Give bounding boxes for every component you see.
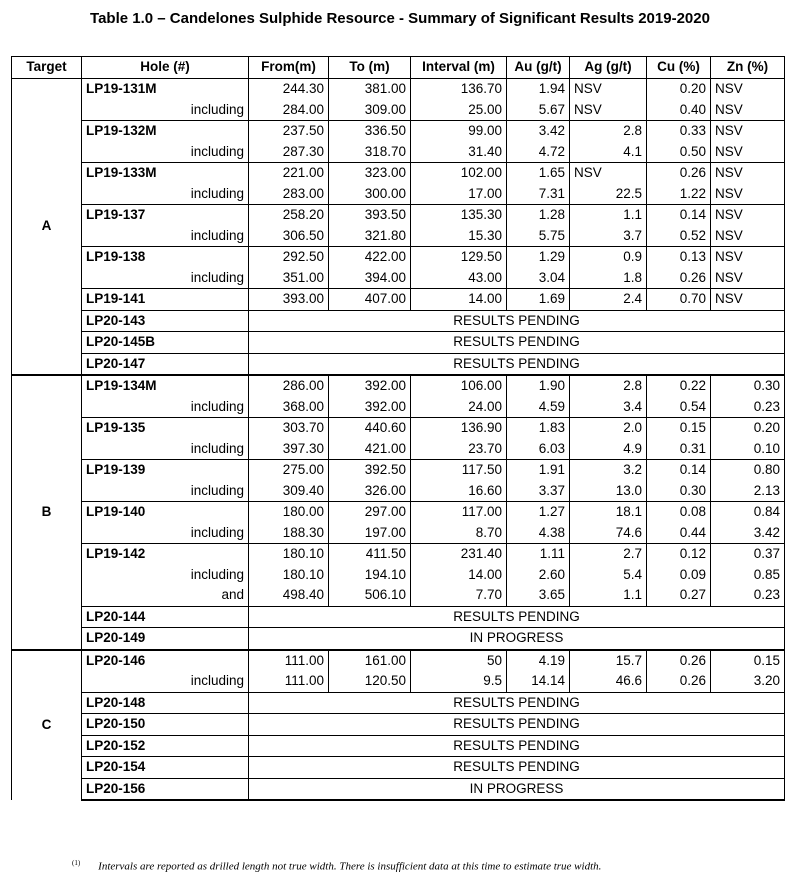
table-row <box>12 375 785 397</box>
zn-cell: 0.23 <box>711 585 785 606</box>
table-row <box>12 310 785 332</box>
target-cell: A <box>12 79 82 376</box>
au-cell: 1.83 <box>507 418 570 439</box>
zn-cell: NSV <box>711 121 785 142</box>
au-cell: 1.27 <box>507 502 570 523</box>
table-row <box>12 184 785 205</box>
cu-cell: 0.40 <box>647 100 711 121</box>
hole-cell: LP19-137 <box>82 205 249 226</box>
target-cell: C <box>12 650 82 801</box>
ag-cell: 3.4 <box>570 397 647 418</box>
zn-cell: 0.10 <box>711 439 785 460</box>
sub-interval-label: including <box>82 100 249 121</box>
status-cell: RESULTS PENDING <box>249 310 785 332</box>
zn-cell: 0.37 <box>711 544 785 565</box>
table-row <box>12 205 785 226</box>
cu-cell: 0.52 <box>647 226 711 247</box>
ag-cell: NSV <box>570 79 647 100</box>
zn-cell: 3.20 <box>711 671 785 692</box>
footnote-text: Intervals are reported as drilled length not true width. There is insufficient data at this time to estimate true width. <box>98 860 602 873</box>
table-row <box>12 397 785 418</box>
ag-cell: NSV <box>570 163 647 184</box>
sub-interval-label: including <box>82 142 249 163</box>
from-cell: 306.50 <box>249 226 329 247</box>
interval-cell: 135.30 <box>411 205 507 226</box>
cu-cell: 0.12 <box>647 544 711 565</box>
au-cell: 1.28 <box>507 205 570 226</box>
hole-cell: LP19-142 <box>82 544 249 565</box>
hole-cell: LP20-152 <box>82 735 249 757</box>
hole-cell: LP20-145B <box>82 332 249 354</box>
from-cell: 287.30 <box>249 142 329 163</box>
table-row <box>12 226 785 247</box>
interval-cell: 7.70 <box>411 585 507 606</box>
from-cell: 309.40 <box>249 481 329 502</box>
cu-cell: 0.14 <box>647 205 711 226</box>
interval-cell: 99.00 <box>411 121 507 142</box>
to-cell: 300.00 <box>329 184 411 205</box>
hole-cell: LP20-154 <box>82 757 249 779</box>
table-row <box>12 628 785 650</box>
au-cell: 2.60 <box>507 565 570 586</box>
zn-cell: 0.80 <box>711 460 785 481</box>
cu-cell: 0.08 <box>647 502 711 523</box>
table-title: Table 1.0 – Candelones Sulphide Resource - Summary of Significant Results 2019-2020 <box>90 10 710 27</box>
ag-cell: 3.2 <box>570 460 647 481</box>
header-row <box>12 57 785 79</box>
footnote-marker: (1) <box>72 859 81 867</box>
hole-cell: LP19-141 <box>82 289 249 311</box>
from-cell: 111.00 <box>249 650 329 672</box>
ag-cell: 0.9 <box>570 247 647 268</box>
zn-cell: 0.85 <box>711 565 785 586</box>
zn-cell: 0.15 <box>711 650 785 672</box>
to-cell: 120.50 <box>329 671 411 692</box>
table-row <box>12 332 785 354</box>
status-cell: IN PROGRESS <box>249 628 785 650</box>
table-row <box>12 353 785 375</box>
au-cell: 4.72 <box>507 142 570 163</box>
from-cell: 244.30 <box>249 79 329 100</box>
sub-interval-label: including <box>82 481 249 502</box>
interval-cell: 14.00 <box>411 565 507 586</box>
interval-cell: 25.00 <box>411 100 507 121</box>
hole-cell: LP19-138 <box>82 247 249 268</box>
to-cell: 392.00 <box>329 375 411 397</box>
au-cell: 1.90 <box>507 375 570 397</box>
interval-cell: 106.00 <box>411 375 507 397</box>
cu-cell: 0.54 <box>647 397 711 418</box>
hole-cell: LP19-134M <box>82 375 249 397</box>
sub-interval-label: including <box>82 565 249 586</box>
interval-cell: 43.00 <box>411 268 507 289</box>
status-cell: RESULTS PENDING <box>249 332 785 354</box>
header-zn: Zn (%) <box>711 57 785 79</box>
from-cell: 498.40 <box>249 585 329 606</box>
target-cell: B <box>12 375 82 650</box>
zn-cell: NSV <box>711 205 785 226</box>
interval-cell: 136.70 <box>411 79 507 100</box>
zn-cell: 3.42 <box>711 523 785 544</box>
to-cell: 336.50 <box>329 121 411 142</box>
table-row <box>12 671 785 692</box>
zn-cell: NSV <box>711 79 785 100</box>
status-cell: IN PROGRESS <box>249 778 785 800</box>
ag-cell: 2.0 <box>570 418 647 439</box>
from-cell: 283.00 <box>249 184 329 205</box>
au-cell: 1.29 <box>507 247 570 268</box>
au-cell: 4.38 <box>507 523 570 544</box>
cu-cell: 0.31 <box>647 439 711 460</box>
results-table <box>11 56 785 801</box>
table-row <box>12 418 785 439</box>
cu-cell: 0.33 <box>647 121 711 142</box>
cu-cell: 0.30 <box>647 481 711 502</box>
cu-cell: 0.20 <box>647 79 711 100</box>
table-row <box>12 142 785 163</box>
ag-cell: 4.9 <box>570 439 647 460</box>
status-cell: RESULTS PENDING <box>249 353 785 375</box>
au-cell: 1.65 <box>507 163 570 184</box>
table-row <box>12 247 785 268</box>
table-row <box>12 565 785 586</box>
table-row <box>12 544 785 565</box>
au-cell: 1.91 <box>507 460 570 481</box>
header-from: From(m) <box>249 57 329 79</box>
table-row <box>12 289 785 311</box>
hole-cell: LP19-131M <box>82 79 249 100</box>
zn-cell: 0.84 <box>711 502 785 523</box>
table-row <box>12 692 785 714</box>
hole-cell: LP19-133M <box>82 163 249 184</box>
au-cell: 3.04 <box>507 268 570 289</box>
au-cell: 1.69 <box>507 289 570 311</box>
to-cell: 422.00 <box>329 247 411 268</box>
interval-cell: 8.70 <box>411 523 507 544</box>
table-row <box>12 585 785 606</box>
from-cell: 188.30 <box>249 523 329 544</box>
zn-cell: NSV <box>711 247 785 268</box>
cu-cell: 0.26 <box>647 650 711 672</box>
interval-cell: 15.30 <box>411 226 507 247</box>
status-cell: RESULTS PENDING <box>249 606 785 628</box>
header-ag: Ag (g/t) <box>570 57 647 79</box>
to-cell: 323.00 <box>329 163 411 184</box>
ag-cell: 5.4 <box>570 565 647 586</box>
cu-cell: 0.09 <box>647 565 711 586</box>
hole-cell: LP20-144 <box>82 606 249 628</box>
from-cell: 180.10 <box>249 544 329 565</box>
interval-cell: 16.60 <box>411 481 507 502</box>
header-to: To (m) <box>329 57 411 79</box>
cu-cell: 0.22 <box>647 375 711 397</box>
to-cell: 197.00 <box>329 523 411 544</box>
hole-cell: LP19-135 <box>82 418 249 439</box>
zn-cell: 0.20 <box>711 418 785 439</box>
ag-cell: 4.1 <box>570 142 647 163</box>
cu-cell: 0.26 <box>647 671 711 692</box>
ag-cell: 13.0 <box>570 481 647 502</box>
zn-cell: 0.30 <box>711 375 785 397</box>
to-cell: 194.10 <box>329 565 411 586</box>
zn-cell: NSV <box>711 142 785 163</box>
sub-interval-label: including <box>82 184 249 205</box>
to-cell: 392.00 <box>329 397 411 418</box>
from-cell: 221.00 <box>249 163 329 184</box>
status-cell: RESULTS PENDING <box>249 714 785 736</box>
cu-cell: 1.22 <box>647 184 711 205</box>
zn-cell: NSV <box>711 226 785 247</box>
cu-cell: 0.15 <box>647 418 711 439</box>
zn-cell: 2.13 <box>711 481 785 502</box>
hole-cell: LP20-147 <box>82 353 249 375</box>
to-cell: 321.80 <box>329 226 411 247</box>
to-cell: 407.00 <box>329 289 411 311</box>
hole-cell: LP20-156 <box>82 778 249 800</box>
from-cell: 258.20 <box>249 205 329 226</box>
from-cell: 111.00 <box>249 671 329 692</box>
zn-cell: 0.23 <box>711 397 785 418</box>
from-cell: 351.00 <box>249 268 329 289</box>
from-cell: 180.10 <box>249 565 329 586</box>
ag-cell: 3.7 <box>570 226 647 247</box>
cu-cell: 0.27 <box>647 585 711 606</box>
sub-interval-label: including <box>82 268 249 289</box>
cu-cell: 0.44 <box>647 523 711 544</box>
table-row <box>12 481 785 502</box>
ag-cell: 1.1 <box>570 585 647 606</box>
to-cell: 440.60 <box>329 418 411 439</box>
sub-interval-label: including <box>82 439 249 460</box>
ag-cell: 2.8 <box>570 121 647 142</box>
to-cell: 393.50 <box>329 205 411 226</box>
from-cell: 237.50 <box>249 121 329 142</box>
hole-cell: LP19-140 <box>82 502 249 523</box>
table-row <box>12 757 785 779</box>
table-row <box>12 502 785 523</box>
zn-cell: NSV <box>711 184 785 205</box>
to-cell: 421.00 <box>329 439 411 460</box>
zn-cell: NSV <box>711 289 785 311</box>
table-row <box>12 606 785 628</box>
au-cell: 1.11 <box>507 544 570 565</box>
interval-cell: 231.40 <box>411 544 507 565</box>
sub-interval-label: including <box>82 671 249 692</box>
sub-interval-label: including <box>82 397 249 418</box>
hole-cell: LP20-149 <box>82 628 249 650</box>
table-row <box>12 439 785 460</box>
status-cell: RESULTS PENDING <box>249 757 785 779</box>
hole-cell: LP20-146 <box>82 650 249 672</box>
cu-cell: 0.26 <box>647 163 711 184</box>
from-cell: 275.00 <box>249 460 329 481</box>
table-row <box>12 650 785 672</box>
interval-cell: 117.00 <box>411 502 507 523</box>
interval-cell: 31.40 <box>411 142 507 163</box>
header-hole: Hole (#) <box>82 57 249 79</box>
ag-cell: 22.5 <box>570 184 647 205</box>
cu-cell: 0.26 <box>647 268 711 289</box>
zn-cell: NSV <box>711 100 785 121</box>
table-row <box>12 79 785 100</box>
status-cell: RESULTS PENDING <box>249 692 785 714</box>
to-cell: 506.10 <box>329 585 411 606</box>
ag-cell: NSV <box>570 100 647 121</box>
hole-cell: LP20-143 <box>82 310 249 332</box>
interval-cell: 14.00 <box>411 289 507 311</box>
ag-cell: 74.6 <box>570 523 647 544</box>
footnote <box>72 859 601 873</box>
from-cell: 292.50 <box>249 247 329 268</box>
hole-cell: LP20-150 <box>82 714 249 736</box>
table-row <box>12 163 785 184</box>
to-cell: 297.00 <box>329 502 411 523</box>
to-cell: 394.00 <box>329 268 411 289</box>
table-row <box>12 121 785 142</box>
table-row <box>12 523 785 544</box>
from-cell: 284.00 <box>249 100 329 121</box>
ag-cell: 1.1 <box>570 205 647 226</box>
cu-cell: 0.50 <box>647 142 711 163</box>
au-cell: 5.75 <box>507 226 570 247</box>
interval-cell: 117.50 <box>411 460 507 481</box>
ag-cell: 18.1 <box>570 502 647 523</box>
to-cell: 381.00 <box>329 79 411 100</box>
to-cell: 309.00 <box>329 100 411 121</box>
au-cell: 6.03 <box>507 439 570 460</box>
au-cell: 14.14 <box>507 671 570 692</box>
table-row <box>12 268 785 289</box>
au-cell: 1.94 <box>507 79 570 100</box>
hole-cell: LP20-148 <box>82 692 249 714</box>
to-cell: 326.00 <box>329 481 411 502</box>
table-row <box>12 778 785 800</box>
cu-cell: 0.14 <box>647 460 711 481</box>
to-cell: 411.50 <box>329 544 411 565</box>
results-body <box>12 79 785 801</box>
to-cell: 392.50 <box>329 460 411 481</box>
cu-cell: 0.13 <box>647 247 711 268</box>
header-cu: Cu (%) <box>647 57 711 79</box>
au-cell: 3.37 <box>507 481 570 502</box>
to-cell: 318.70 <box>329 142 411 163</box>
interval-cell: 102.00 <box>411 163 507 184</box>
ag-cell: 1.8 <box>570 268 647 289</box>
from-cell: 303.70 <box>249 418 329 439</box>
ag-cell: 2.8 <box>570 375 647 397</box>
sub-interval-label: including <box>82 523 249 544</box>
ag-cell: 2.7 <box>570 544 647 565</box>
from-cell: 286.00 <box>249 375 329 397</box>
au-cell: 3.42 <box>507 121 570 142</box>
ag-cell: 2.4 <box>570 289 647 311</box>
hole-cell: LP19-139 <box>82 460 249 481</box>
header-interval: Interval (m) <box>411 57 507 79</box>
sub-interval-label: including <box>82 226 249 247</box>
from-cell: 397.30 <box>249 439 329 460</box>
from-cell: 368.00 <box>249 397 329 418</box>
table-row <box>12 714 785 736</box>
interval-cell: 50 <box>411 650 507 672</box>
interval-cell: 129.50 <box>411 247 507 268</box>
hole-cell: LP19-132M <box>82 121 249 142</box>
ag-cell: 46.6 <box>570 671 647 692</box>
interval-cell: 136.90 <box>411 418 507 439</box>
header-au: Au (g/t) <box>507 57 570 79</box>
au-cell: 3.65 <box>507 585 570 606</box>
interval-cell: 24.00 <box>411 397 507 418</box>
from-cell: 393.00 <box>249 289 329 311</box>
from-cell: 180.00 <box>249 502 329 523</box>
au-cell: 4.59 <box>507 397 570 418</box>
zn-cell: NSV <box>711 163 785 184</box>
sub-interval-label: and <box>82 585 249 606</box>
header-target: Target <box>12 57 82 79</box>
au-cell: 5.67 <box>507 100 570 121</box>
table-row <box>12 735 785 757</box>
au-cell: 4.19 <box>507 650 570 672</box>
ag-cell: 15.7 <box>570 650 647 672</box>
interval-cell: 9.5 <box>411 671 507 692</box>
zn-cell: NSV <box>711 268 785 289</box>
table-row <box>12 460 785 481</box>
interval-cell: 17.00 <box>411 184 507 205</box>
table-row <box>12 100 785 121</box>
cu-cell: 0.70 <box>647 289 711 311</box>
to-cell: 161.00 <box>329 650 411 672</box>
interval-cell: 23.70 <box>411 439 507 460</box>
status-cell: RESULTS PENDING <box>249 735 785 757</box>
au-cell: 7.31 <box>507 184 570 205</box>
